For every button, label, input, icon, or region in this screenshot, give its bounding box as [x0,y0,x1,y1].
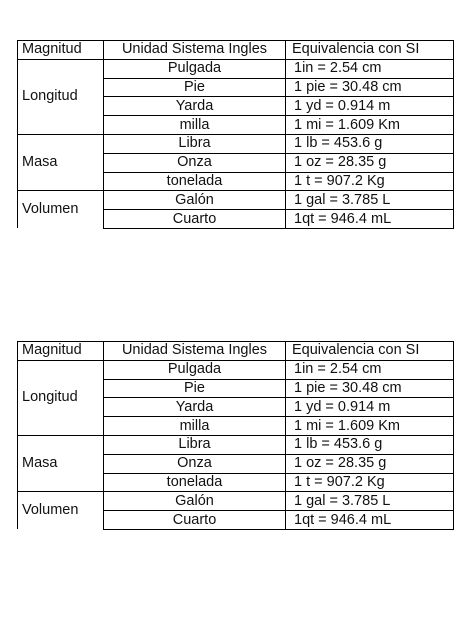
unit-cell: Libra [104,435,286,454]
magnitud-cell: Volumen [18,191,104,229]
equivalence-cell: 1 t = 907.2 Kg [286,172,454,191]
equivalence-cell: 1 gal = 3.785 L [286,191,454,210]
table-row [18,360,454,379]
header-magnitud: Magnitud [18,41,104,60]
unit-cell: Yarda [104,97,286,116]
equivalence-cell: 1 t = 907.2 Kg [286,473,454,492]
header-equivalencia: Equivalencia con SI [286,342,454,361]
unit-cell: tonelada [104,172,286,191]
unit-cell: Pie [104,379,286,398]
equivalence-cell: 1 gal = 3.785 L [286,492,454,511]
unit-cell: Pulgada [104,59,286,78]
header-equivalencia: Equivalencia con SI [286,41,454,60]
unit-cell: Onza [104,153,286,172]
magnitud-cell: Longitud [18,360,104,435]
unit-cell: Libra [104,134,286,153]
header-magnitud: Magnitud [18,342,104,361]
equivalence-cell: 1 yd = 0.914 m [286,97,454,116]
equivalence-cell: 1qt = 946.4 mL [286,210,454,229]
equivalence-cell: 1in = 2.54 cm [286,59,454,78]
unit-cell: Galón [104,191,286,210]
header-unidad: Unidad Sistema Ingles [104,342,286,361]
unit-cell: milla [104,417,286,436]
unit-cell: Yarda [104,398,286,417]
equivalence-cell: 1 oz = 28.35 g [286,153,454,172]
header-unidad: Unidad Sistema Ingles [104,41,286,60]
table-row [18,191,454,210]
table-row [18,435,454,454]
unit-cell: Galón [104,492,286,511]
equivalence-cell: 1 pie = 30.48 cm [286,379,454,398]
equivalence-cell: 1 lb = 453.6 g [286,134,454,153]
magnitud-cell: Longitud [18,59,104,134]
unit-cell: Pulgada [104,360,286,379]
unit-cell: milla [104,116,286,135]
magnitud-cell: Masa [18,134,104,190]
unit-cell: Cuarto [104,210,286,229]
conversion-table [17,40,454,229]
equivalence-cell: 1 oz = 28.35 g [286,454,454,473]
equivalence-cell: 1 lb = 453.6 g [286,435,454,454]
conversion-table-copy [17,341,454,530]
table-header-row [18,342,454,361]
unit-cell: tonelada [104,473,286,492]
equivalence-cell: 1 mi = 1.609 Km [286,417,454,436]
magnitud-cell: Masa [18,435,104,491]
table-row [18,492,454,511]
equivalence-cell: 1qt = 946.4 mL [286,511,454,530]
magnitud-cell: Volumen [18,492,104,530]
equivalence-cell: 1 mi = 1.609 Km [286,116,454,135]
unit-cell: Onza [104,454,286,473]
equivalence-cell: 1 yd = 0.914 m [286,398,454,417]
unit-cell: Cuarto [104,511,286,530]
unit-cell: Pie [104,78,286,97]
equivalence-cell: 1in = 2.54 cm [286,360,454,379]
table-header-row [18,41,454,60]
table-row [18,59,454,78]
table-row [18,134,454,153]
equivalence-cell: 1 pie = 30.48 cm [286,78,454,97]
